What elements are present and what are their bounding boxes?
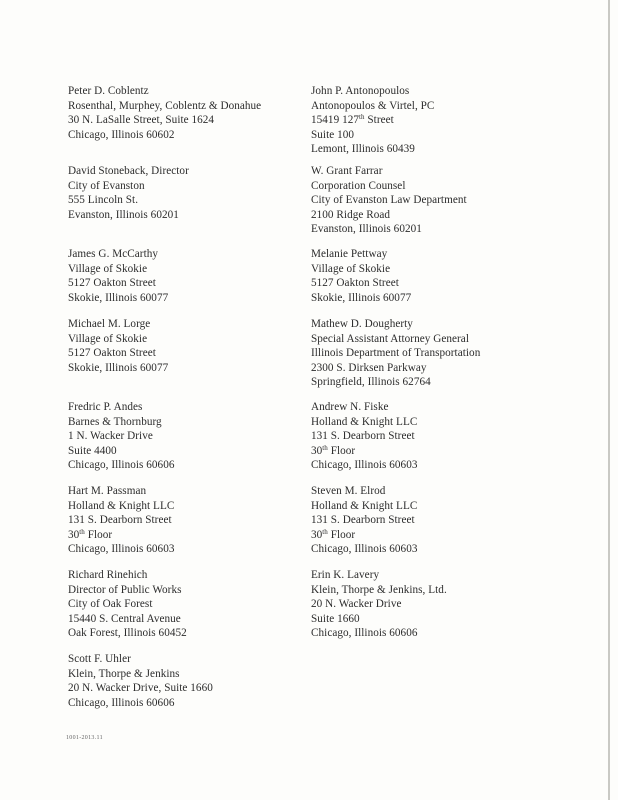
contact-firm: Rosenthal, Murphey, Coblentz & Donahue	[68, 99, 262, 112]
address-block-antonopoulos	[311, 84, 434, 157]
contact-city: Chicago, Illinois 60606	[68, 696, 175, 709]
contact-name: Andrew N. Fiske	[311, 401, 389, 413]
address-block-rinehich	[68, 568, 187, 641]
contact-name: Hart M. Passman	[68, 485, 147, 497]
contact-city: Chicago, Illinois 60603	[68, 543, 175, 556]
contact-name: Michael M. Lorge	[68, 318, 151, 330]
address-block-lorge	[68, 317, 168, 375]
contact-firm: Klein, Thorpe & Jenkins, Ltd.	[311, 583, 447, 596]
contact-city: Chicago, Illinois 60606	[68, 459, 175, 472]
contact-name: Fredric P. Andes	[68, 401, 143, 413]
contact-street: 15419 127th Street	[311, 113, 394, 127]
contact-org: City of Evanston Law Department	[311, 194, 467, 207]
contact-suite: Suite 1660	[311, 612, 360, 625]
contact-street: 30 N. LaSalle Street, Suite 1624	[68, 114, 215, 127]
contact-title: Corporation Counsel	[311, 179, 406, 192]
contact-title: Special Assistant Attorney General	[311, 332, 469, 345]
contact-suite: Suite 100	[311, 128, 355, 141]
address-block-elrod	[311, 484, 418, 557]
address-block-dougherty	[311, 317, 480, 390]
contact-name: Scott F. Uhler	[68, 653, 131, 665]
contact-street: 20 N. Wacker Drive, Suite 1660	[68, 682, 213, 695]
contact-floor: 30th Floor	[68, 527, 113, 541]
contact-org: Village of Skokie	[311, 262, 391, 275]
contact-street: 1 N. Wacker Drive	[68, 430, 153, 443]
contact-org: Illinois Department of Transportation	[311, 347, 481, 360]
address-block-stoneback	[68, 164, 189, 222]
contact-name: John P. Antonopoulos	[311, 85, 410, 97]
contact-name: Erin K. Lavery	[311, 569, 380, 581]
contact-org: Village of Skokie	[68, 262, 148, 275]
page-edge	[608, 0, 610, 800]
contact-street: 15440 S. Central Avenue	[68, 612, 181, 625]
contact-street: 131 S. Dearborn Street	[68, 514, 172, 527]
address-block-andes	[68, 400, 175, 473]
contact-street: 2300 S. Dirksen Parkway	[311, 361, 427, 374]
contact-floor: 30th Floor	[311, 527, 356, 541]
document-code: 1001-2013.11	[66, 735, 103, 741]
contact-street: 555 Lincoln St.	[68, 194, 139, 207]
address-block-uhler	[68, 652, 213, 710]
address-block-fiske	[311, 400, 418, 473]
contact-street: 2100 Ridge Road	[311, 208, 391, 221]
contact-name: Melanie Pettway	[311, 248, 388, 260]
address-block-pettway	[311, 247, 411, 305]
contact-street: 5127 Oakton Street	[68, 277, 156, 290]
address-block-coblentz	[68, 84, 261, 142]
contact-name: Richard Rinehich	[68, 569, 148, 581]
address-block-farrar	[311, 164, 467, 237]
contact-city: Skokie, Illinois 60077	[311, 291, 412, 304]
contact-floor: 30th Floor	[311, 443, 356, 457]
contact-city: Lemont, Illinois 60439	[311, 143, 415, 156]
contact-city: Chicago, Illinois 60606	[311, 627, 418, 640]
contact-name: W. Grant Farrar	[311, 165, 383, 177]
contact-name: David Stoneback, Director	[68, 165, 189, 177]
contact-firm: Holland & Knight LLC	[68, 499, 175, 512]
contact-firm: Holland & Knight LLC	[311, 499, 418, 512]
address-block-passman	[68, 484, 175, 557]
contact-street: 131 S. Dearborn Street	[311, 430, 415, 443]
contact-firm: Antonopoulos & Virtel, PC	[311, 99, 435, 112]
contact-org: City of Evanston	[68, 179, 145, 192]
contact-city: Chicago, Illinois 60603	[311, 459, 418, 472]
contact-firm: Holland & Knight LLC	[311, 415, 418, 428]
contact-city: Oak Forest, Illinois 60452	[68, 627, 187, 640]
contact-street: 131 S. Dearborn Street	[311, 514, 415, 527]
contact-name: Mathew D. Dougherty	[311, 318, 413, 330]
contact-street: 5127 Oakton Street	[68, 347, 156, 360]
contact-street: 5127 Oakton Street	[311, 277, 399, 290]
contact-name: James G. McCarthy	[68, 248, 159, 260]
contact-org: Village of Skokie	[68, 332, 148, 345]
contact-city: Springfield, Illinois 62764	[311, 376, 431, 389]
contact-city: Chicago, Illinois 60603	[311, 543, 418, 556]
contact-firm: Klein, Thorpe & Jenkins	[68, 667, 180, 680]
contact-suite: Suite 4400	[68, 444, 117, 457]
address-block-lavery	[311, 568, 447, 641]
contact-firm: Barnes & Thornburg	[68, 415, 162, 428]
contact-name: Steven M. Elrod	[311, 485, 386, 497]
address-block-mccarthy	[68, 247, 168, 305]
contact-street: 20 N. Wacker Drive	[311, 598, 402, 611]
contact-title: Director of Public Works	[68, 583, 182, 596]
contact-name: Peter D. Coblentz	[68, 85, 149, 97]
contact-city: Evanston, Illinois 60201	[311, 223, 422, 236]
contact-city: Skokie, Illinois 60077	[68, 361, 169, 374]
contact-city: Chicago, Illinois 60602	[68, 128, 175, 141]
contact-org: City of Oak Forest	[68, 598, 153, 611]
contact-city: Skokie, Illinois 60077	[68, 291, 169, 304]
contact-city: Evanston, Illinois 60201	[68, 208, 179, 221]
